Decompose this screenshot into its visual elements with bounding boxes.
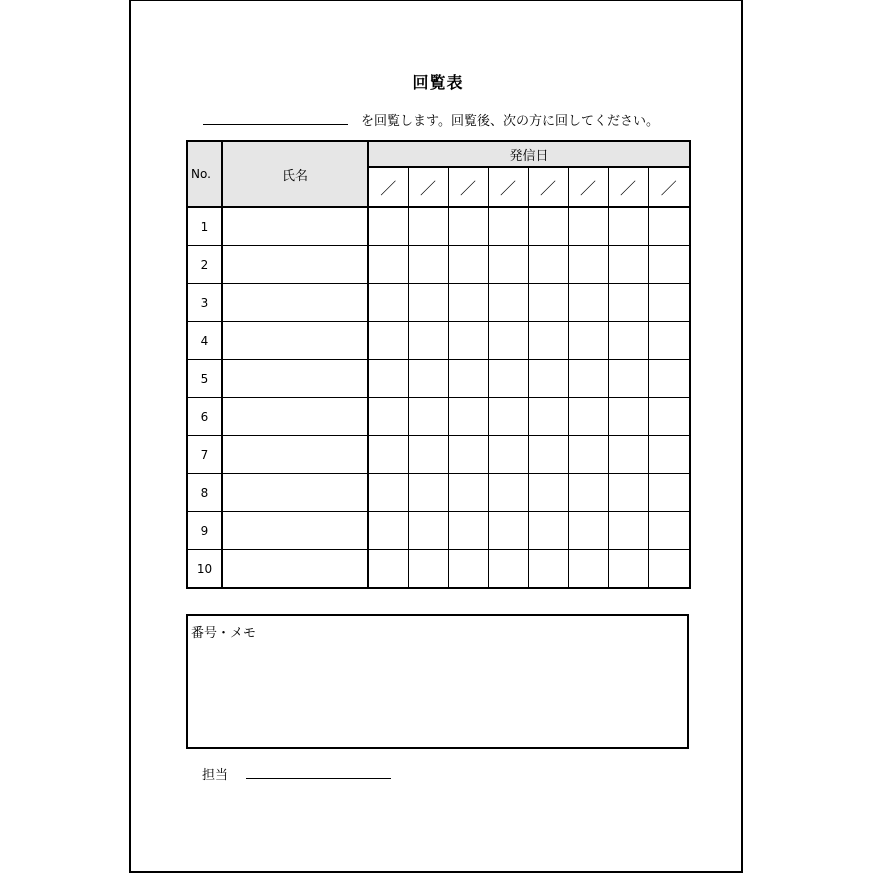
stamp-cell[interactable] — [608, 550, 648, 589]
date-slash-cell[interactable]: ／ — [608, 167, 648, 207]
stamp-cell[interactable] — [488, 207, 528, 246]
subject-blank-line[interactable] — [203, 124, 348, 125]
stamp-cell[interactable] — [368, 436, 408, 474]
stamp-cell[interactable] — [528, 246, 568, 284]
stamp-cell[interactable] — [368, 360, 408, 398]
stamp-cell[interactable] — [368, 474, 408, 512]
row-number: 9 — [187, 512, 222, 550]
stamp-cell[interactable] — [448, 322, 488, 360]
date-slash-cell[interactable]: ／ — [488, 167, 528, 207]
stamp-cell[interactable] — [488, 474, 528, 512]
stamp-cell[interactable] — [608, 322, 648, 360]
stamp-cell[interactable] — [568, 474, 608, 512]
stamp-cell[interactable] — [568, 360, 608, 398]
table-row — [187, 436, 690, 474]
stamp-cell[interactable] — [408, 360, 448, 398]
header-no: No. — [187, 141, 222, 207]
stamp-cell[interactable] — [408, 398, 448, 436]
memo-label: 番号・メモ — [191, 626, 257, 641]
stamp-cell[interactable] — [648, 512, 690, 550]
row-number: 1 — [187, 207, 222, 246]
stamp-cell[interactable] — [648, 436, 690, 474]
stamp-cell[interactable] — [528, 322, 568, 360]
stamp-cell[interactable] — [528, 284, 568, 322]
stamp-cell[interactable] — [568, 284, 608, 322]
name-cell[interactable] — [222, 246, 368, 284]
table-row — [187, 246, 690, 284]
header-date: 発信日 — [368, 141, 690, 167]
table-row — [187, 550, 690, 589]
stamp-cell[interactable] — [448, 436, 488, 474]
stamp-cell[interactable] — [408, 322, 448, 360]
stamp-cell[interactable] — [568, 512, 608, 550]
stamp-cell[interactable] — [568, 246, 608, 284]
date-slash-cell[interactable]: ／ — [568, 167, 608, 207]
instruction-text: を回覧します。回覧後、次の方に回してください。 — [361, 114, 659, 129]
table-row — [187, 284, 690, 322]
stamp-cell[interactable] — [648, 322, 690, 360]
stamp-cell[interactable] — [608, 474, 648, 512]
name-cell[interactable] — [222, 360, 368, 398]
stamp-cell[interactable] — [568, 398, 608, 436]
stamp-cell[interactable] — [448, 398, 488, 436]
stamp-cell[interactable] — [648, 284, 690, 322]
stamp-cell[interactable] — [648, 398, 690, 436]
header-name: 氏名 — [222, 141, 368, 207]
stamp-cell[interactable] — [568, 436, 608, 474]
stamp-cell[interactable] — [648, 550, 690, 589]
stamp-cell[interactable] — [528, 207, 568, 246]
stamp-cell[interactable] — [488, 284, 528, 322]
charge-blank-line[interactable] — [246, 778, 391, 779]
stamp-cell[interactable] — [408, 284, 448, 322]
circulation-table — [186, 140, 691, 589]
stamp-cell[interactable] — [528, 512, 568, 550]
date-slash-cell[interactable]: ／ — [408, 167, 448, 207]
stamp-cell[interactable] — [488, 360, 528, 398]
row-number: 5 — [187, 360, 222, 398]
stamp-cell[interactable] — [368, 284, 408, 322]
row-number: 6 — [187, 398, 222, 436]
stamp-cell[interactable] — [488, 322, 528, 360]
stamp-cell[interactable] — [408, 436, 448, 474]
stamp-cell[interactable] — [408, 474, 448, 512]
stamp-cell[interactable] — [368, 246, 408, 284]
stamp-cell[interactable] — [448, 360, 488, 398]
stamp-cell[interactable] — [608, 512, 648, 550]
date-slash-cell[interactable]: ／ — [648, 167, 690, 207]
row-number: 8 — [187, 474, 222, 512]
stamp-cell[interactable] — [368, 322, 408, 360]
stamp-cell[interactable] — [368, 550, 408, 589]
stamp-cell[interactable] — [448, 284, 488, 322]
stamp-cell[interactable] — [488, 512, 528, 550]
stamp-cell[interactable] — [608, 284, 648, 322]
table-row — [187, 207, 690, 246]
date-slash-cell[interactable]: ／ — [368, 167, 408, 207]
stamp-cell[interactable] — [528, 360, 568, 398]
name-cell[interactable] — [222, 284, 368, 322]
stamp-cell[interactable] — [528, 398, 568, 436]
stamp-cell[interactable] — [568, 322, 608, 360]
stamp-cell[interactable] — [488, 436, 528, 474]
stamp-cell[interactable] — [608, 246, 648, 284]
date-slash-cell[interactable]: ／ — [448, 167, 488, 207]
stamp-cell[interactable] — [488, 246, 528, 284]
stamp-cell[interactable] — [648, 207, 690, 246]
stamp-cell[interactable] — [528, 436, 568, 474]
stamp-cell[interactable] — [648, 246, 690, 284]
table-row — [187, 360, 690, 398]
stamp-cell[interactable] — [568, 550, 608, 589]
stamp-cell[interactable] — [608, 398, 648, 436]
stamp-cell[interactable] — [448, 512, 488, 550]
name-cell[interactable] — [222, 398, 368, 436]
document-title: 回覧表 — [412, 73, 464, 92]
stamp-cell[interactable] — [528, 474, 568, 512]
stamp-cell[interactable] — [648, 360, 690, 398]
table-row — [187, 322, 690, 360]
stamp-cell[interactable] — [568, 207, 608, 246]
stamp-cell[interactable] — [448, 474, 488, 512]
table-body — [187, 207, 690, 588]
row-number: 10 — [187, 550, 222, 589]
name-cell[interactable] — [222, 322, 368, 360]
stamp-cell[interactable] — [448, 246, 488, 284]
row-number: 4 — [187, 322, 222, 360]
name-cell[interactable] — [222, 207, 368, 246]
name-cell[interactable] — [222, 436, 368, 474]
name-cell[interactable] — [222, 474, 368, 512]
table-row — [187, 512, 690, 550]
row-number: 2 — [187, 246, 222, 284]
stamp-cell[interactable] — [488, 398, 528, 436]
memo-box[interactable] — [186, 614, 689, 749]
table-row — [187, 474, 690, 512]
stamp-cell[interactable] — [608, 360, 648, 398]
stamp-cell[interactable] — [608, 207, 648, 246]
table-row — [187, 398, 690, 436]
stamp-cell[interactable] — [448, 550, 488, 589]
stamp-cell[interactable] — [368, 512, 408, 550]
stamp-cell[interactable] — [648, 474, 690, 512]
row-number: 3 — [187, 284, 222, 322]
charge-label: 担当 — [202, 768, 229, 783]
date-slash-cell[interactable]: ／ — [528, 167, 568, 207]
stamp-cell[interactable] — [368, 207, 408, 246]
stamp-cell[interactable] — [488, 550, 528, 589]
row-number: 7 — [187, 436, 222, 474]
stamp-cell[interactable] — [448, 207, 488, 246]
stamp-cell[interactable] — [408, 246, 448, 284]
stamp-cell[interactable] — [408, 207, 448, 246]
name-cell[interactable] — [222, 512, 368, 550]
stamp-cell[interactable] — [608, 436, 648, 474]
name-cell[interactable] — [222, 550, 368, 589]
stamp-cell[interactable] — [408, 512, 448, 550]
stamp-cell[interactable] — [408, 550, 448, 589]
stamp-cell[interactable] — [528, 550, 568, 589]
stamp-cell[interactable] — [368, 398, 408, 436]
